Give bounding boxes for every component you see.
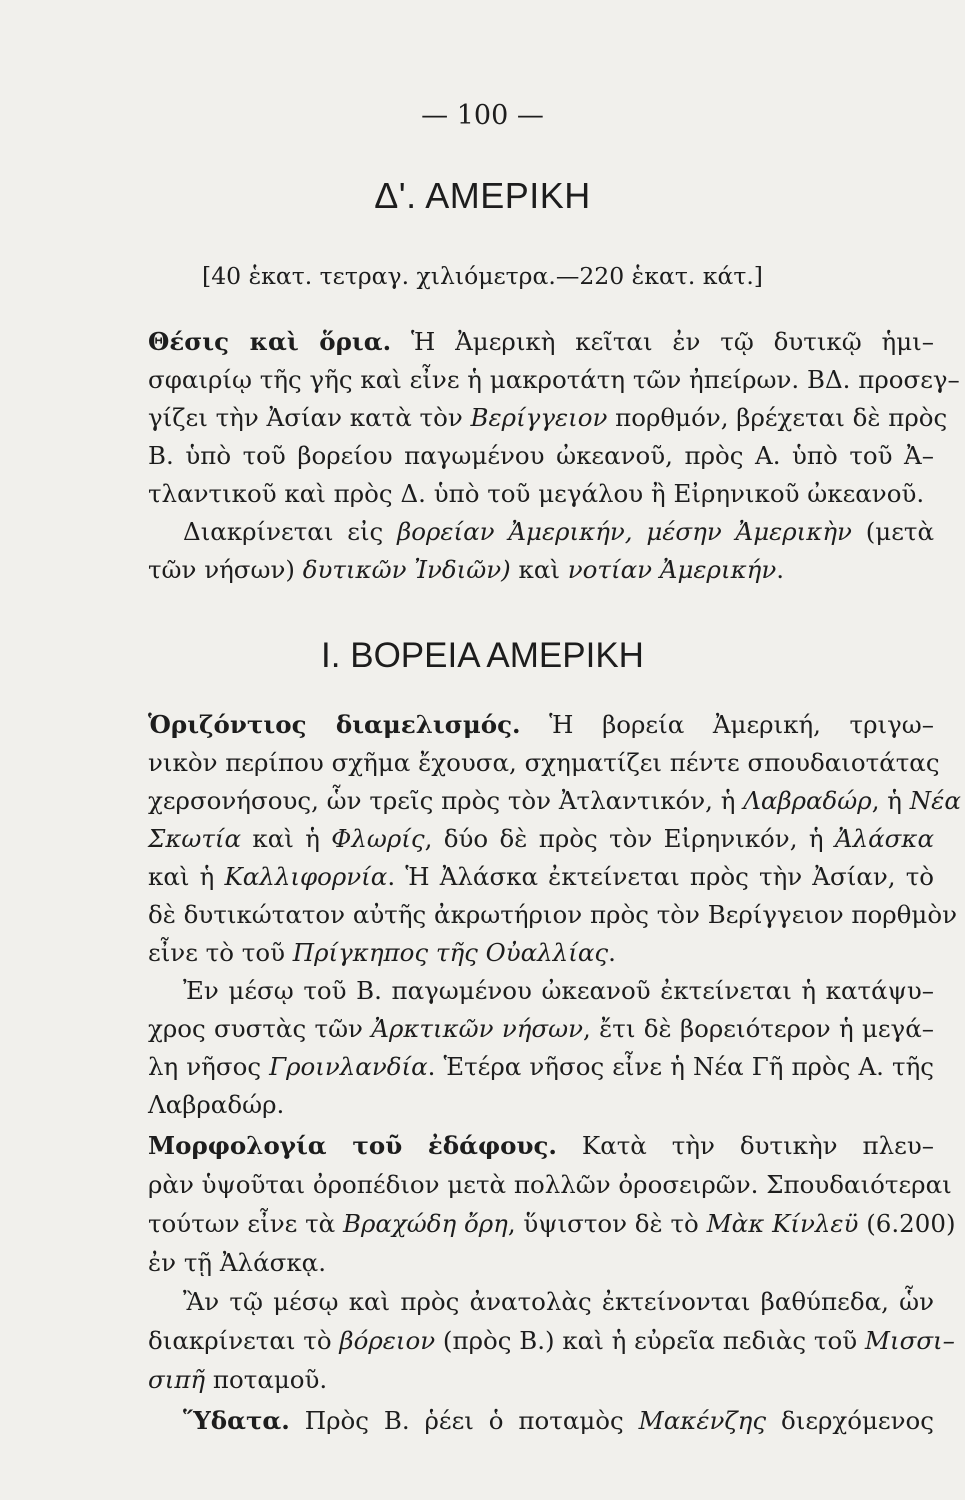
text-line: Λαβραδώρ. [148,1090,285,1119]
text-line: Β. ὑπὸ τοῦ βορείου παγωμένου ὠκεανοῦ, πρὸς Α. ὑπὸ τοῦ Ἀ– [148,441,934,470]
text-line: Μορφολογία τοῦ ἐδάφους. Κατὰ τὴν δυτικὴν πλευ– [148,1131,934,1160]
text-line: Σκωτία καὶ ἡ Φλωρίς, δύο δὲ πρὸς τὸν Εἰρηνικόν, ἡ Ἀλάσκα [148,824,934,853]
text-line: νικὸν περίπου σχῆμα ἔχουσα, σχηματίζει πέντε σπουδαιοτάτας [148,748,940,777]
text-line: λη νῆσος Γροινλανδία. Ἑτέρα νῆσος εἶνε ἡ Νέα Γῆ πρὸς Α. τῆς [148,1052,934,1081]
text-line: Ἂν τῷ μέσῳ καὶ πρὸς ἀνατολὰς ἐκτείνονται βαθύπεδα, ὧν [183,1287,934,1316]
text-line: τούτων εἶνε τὰ Βραχώδη ὄρη, ὕψιστον δὲ τὸ Μὰκ Κίνλεϋ (6.200) [148,1209,956,1238]
section-title: Ι. ΒΟΡΕΙΑ ΑΜΕΡΙΚΗ [321,636,644,675]
text-line: τῶν νήσων) δυτικῶν Ἰνδιῶν) καὶ νοτίαν Ἀμερικήν. [148,555,785,584]
text-line: Ἐν μέσῳ τοῦ Β. παγωμένου ὠκεανοῦ ἐκτείνεται ἡ κατάψυ– [183,976,934,1005]
text-line: εἶνε τὸ τοῦ Πρίγκηπος τῆς Οὐαλλίας. [148,938,616,967]
page-number: — 100 — [421,100,544,131]
text-line: ρὰν ὑψοῦται ὀροπέδιον μετὰ πολλῶν ὀροσειρῶν. Σπουδαιότεραι [148,1170,952,1199]
text-line: καὶ ἡ Καλλιφορνία. Ἡ Ἀλάσκα ἐκτείνεται πρὸς τὴν Ἀσίαν, τὸ [148,862,934,891]
text-line: τλαντικοῦ καὶ πρὸς Δ. ὑπὸ τοῦ μεγάλου ἢ Εἰρηνικοῦ ὠκεανοῦ. [148,479,925,508]
text-line: Ὕδατα. Πρὸς Β. ῥέει ὁ ποταμὸς Μακένζης διερχόμενος [183,1406,934,1435]
text-line: Θέσις καὶ ὅρια. Ἡ Ἀμερικὴ κεῖται ἐν τῷ δυτικῷ ἡμι– [148,327,934,356]
text-line: χρος συστὰς τῶν Ἀρκτικῶν νήσων, ἔτι δὲ βορειότερον ἡ μεγά– [148,1014,934,1043]
text-line: Ὁριζόντιος διαμελισμός. Ἡ βορεία Ἀμερική, τριγω– [148,710,934,739]
text-line: ἐν τῇ Ἀλάσκᾳ. [148,1248,326,1277]
area-note: [40 ἑκατ. τετραγ. χιλιόμετρα.—220 ἑκατ. κάτ.] [202,262,763,290]
text-line: χερσονήσους, ὧν τρεῖς πρὸς τὸν Ἀτλαντικόν, ἡ Λαβραδώρ, ἡ Νέα [148,786,961,815]
text-line: γίζει τὴν Ἀσίαν κατὰ τὸν Βερίγγειον πορθμόν, βρέχεται δὲ πρὸς [148,403,948,432]
chapter-title: Δ'. ΑΜΕΡΙΚΗ [374,175,591,216]
text-line: Διακρίνεται εἰς βορείαν Ἀμερικήν, μέσην Ἀμερικὴν (μετὰ [183,517,934,546]
text-line: δὲ δυτικώτατον αὐτῆς ἀκρωτήριον πρὸς τὸν Βερίγγειον πορθμὸν [148,900,958,929]
text-line: σφαιρίῳ τῆς γῆς καὶ εἶνε ἡ μακροτάτη τῶν ἠπείρων. ΒΔ. προσεγ– [148,365,960,394]
text-line: σιπῆ ποταμοῦ. [148,1365,328,1394]
text-line: διακρίνεται τὸ βόρειον (πρὸς Β.) καὶ ἡ εὐρεῖα πεδιὰς τοῦ Μισσι– [148,1326,955,1355]
